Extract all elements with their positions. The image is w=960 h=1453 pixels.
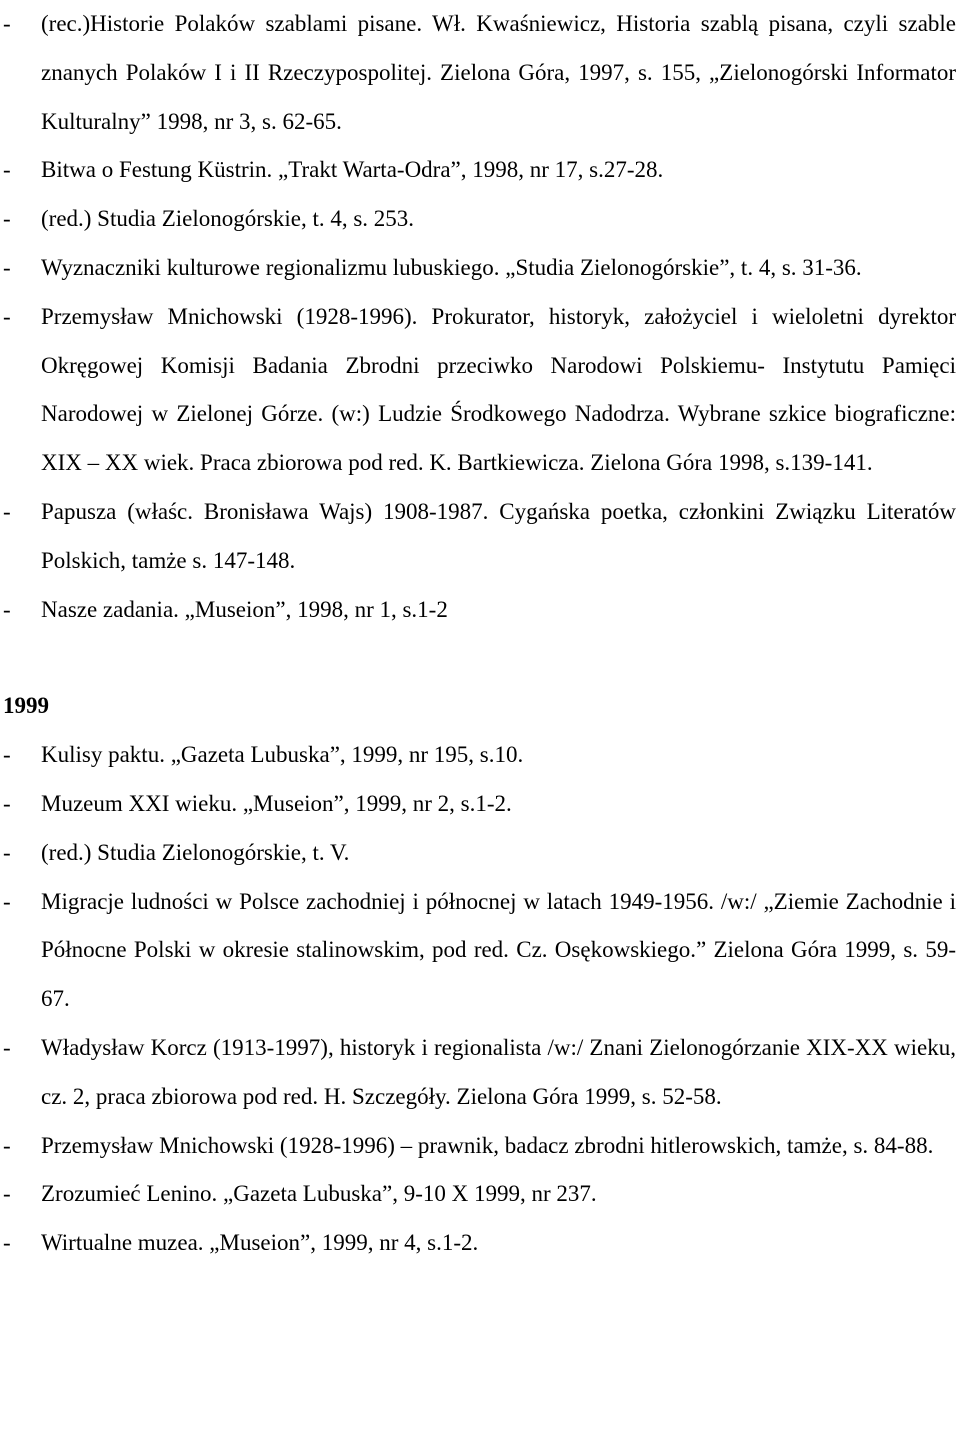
entry-text: Papusza (właśc. Bronisława Wajs) 1908-1987. Cygańska poetka, członkini Związku Literatów Polskich, tamże s. 147-148. (41, 498, 956, 573)
bibliography-entry (3, 829, 956, 878)
bullet-dash: - (3, 888, 11, 914)
entry-text: Władysław Korcz (1913-1997), historyk i regionalista /w:/ Znani Zielonogórzanie XIX-XX wieku, cz. 2, praca zbiorowa pod red. H. Szczegóły. Zielona Góra 1999, s. 52-58. (41, 1034, 956, 1109)
bibliography-entry (3, 780, 956, 829)
bibliography-entry (3, 195, 956, 244)
bibliography-entry (3, 586, 956, 635)
bullet-dash: - (3, 206, 11, 232)
year-heading: 1999 (3, 693, 49, 719)
bullet-dash: - (3, 1230, 11, 1256)
entry-text: Kulisy paktu. „Gazeta Lubuska”, 1999, nr 195, s.10. (41, 742, 524, 768)
entry-text: (red.) Studia Zielonogórskie, t. 4, s. 253. (41, 206, 415, 232)
entry-text: Nasze zadania. „Museion”, 1998, nr 1, s.1-2 (41, 596, 448, 622)
bullet-dash: - (3, 1034, 11, 1060)
bullet-dash: - (3, 254, 11, 280)
bibliography-entry (3, 488, 956, 586)
bibliography-entry (3, 1219, 956, 1268)
bibliography-entry (3, 731, 956, 780)
bibliography-entry (3, 244, 956, 293)
bibliography-entry (3, 1122, 956, 1171)
entry-text: Muzeum XXI wieku. „Museion”, 1999, nr 2, s.1-2. (41, 790, 512, 816)
bullet-dash: - (3, 790, 11, 816)
entry-text: Zrozumieć Lenino. „Gazeta Lubuska”, 9-10 X 1999, nr 237. (41, 1181, 597, 1207)
bullet-dash: - (3, 742, 11, 768)
bullet-dash: - (3, 11, 11, 36)
bullet-dash: - (3, 596, 11, 622)
bibliography-entry (3, 0, 956, 146)
entry-text: Migracje ludności w Polsce zachodniej i północnej w latach 1949-1956. /w:/ „Ziemie Zachodnie i Północne Polski w okresie stalinowskim, pod red. Cz. Osękowskiego.” Zielona Góra 1999, s. 59-67. (41, 888, 956, 1012)
bullet-dash: - (3, 1132, 11, 1158)
bullet-dash: - (3, 839, 11, 865)
entry-text: Przemysław Mnichowski (1928-1996) – prawnik, badacz zbrodni hitlerowskich, tamże, s. 84-88. (41, 1132, 934, 1158)
entry-text: (red.) Studia Zielonogórskie, t. V. (41, 839, 350, 865)
bullet-dash: - (3, 1181, 11, 1207)
entry-text: Przemysław Mnichowski (1928-1996). Prokurator, historyk, założyciel i wieloletni dyrektor Okręgowej Komisji Badania Zbrodni przeciwko Narodowi Polskiemu- Instytutu Pamięci Narodowej w Zielonej Górze. (w:) Ludzie Środkowego Nadodrza. Wybrane szkice biograficzne: XIX – XX wiek. Praca zbiorowa pod red. K. Bartkiewicza. Zielona Góra 1998, s.139-141. (41, 303, 956, 476)
entry-text: (rec.)Historie Polaków szablami pisane. Wł. Kwaśniewicz, Historia szablą pisana, czyli szable znanych Polaków I i II Rzeczypospolitej. Zielona Góra, 1997, s. 155, „Zielonogórski Informator Kulturalny” 1998, nr 3, s. 62-65. (41, 11, 956, 134)
entry-text: Wyznaczniki kulturowe regionalizmu lubuskiego. „Studia Zielonogórskie”, t. 4, s. 31-36. (41, 254, 862, 280)
entry-text: Wirtualne muzea. „Museion”, 1999, nr 4, s.1-2. (41, 1230, 479, 1256)
bullet-dash: - (3, 498, 11, 524)
bibliography-entry (3, 293, 956, 488)
bullet-dash: - (3, 303, 11, 329)
bibliography-entry (3, 1024, 956, 1122)
bibliography-entry (3, 878, 956, 1024)
bullet-dash: - (3, 157, 11, 183)
bibliography-entry (3, 146, 956, 195)
bibliography-entry (3, 1170, 956, 1219)
entry-text: Bitwa o Festung Küstrin. „Trakt Warta-Odra”, 1998, nr 17, s.27-28. (41, 157, 664, 183)
